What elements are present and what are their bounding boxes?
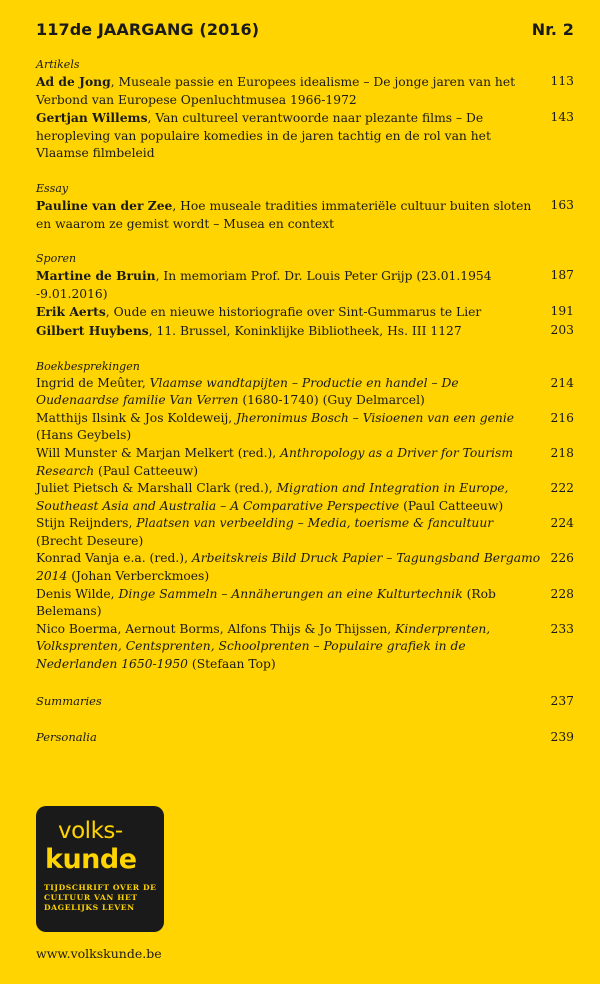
author: Erik Aerts [36,304,106,320]
page-number: 216 [550,410,574,425]
article-title: , Van cultureel verantwoorde naar plezante films – De heropleving van populaire komedies in de jaren tachtig en de rol van het Vlaamse filmbeleid [36,111,491,161]
author: Gertjan Willems [36,110,148,126]
toc-entry [36,303,574,322]
book-title: Jheronimus Bosch – Visioenen van een genie [236,410,515,425]
section-summaries [36,693,574,711]
section-title: Personalia [36,730,97,745]
page-number: 224 [550,516,574,531]
page-number: 163 [550,197,574,212]
section-sporen [36,252,574,340]
section-title: Artikels [36,58,80,71]
page-number: 222 [550,481,574,496]
page-number: 233 [550,621,574,636]
article-title: , Oude en nieuwe historiografie over Sint-Gummarus te Lier [105,305,482,320]
toc-entry [36,197,574,233]
toc-entry [36,267,574,303]
page-number: 218 [550,445,574,460]
section-title: Summaries [36,693,102,708]
article-title: , In memoriam Prof. Dr. Louis Peter Grijp (23.01.1954 -9.01.2016) [36,269,492,301]
issue-number: Nr. 2 [531,20,574,39]
book-title: Kinderprenten, Volksprenten, Centsprenten, Schoolprenten – Populaire grafiek in de Nederlanden 1650-1950 [36,621,491,672]
section-title: Boekbesprekingen [36,359,140,373]
toc-entry [36,109,574,163]
review-entry [36,480,574,515]
section-artikels [36,58,574,163]
article-title: , Museale passie en Europees idealisme – De jonge jaren van het Verbond van Europese Openluchtmusea 1966-1972 [36,75,516,107]
page-number: 143 [550,110,574,125]
section-personalia [36,729,574,747]
page-number: 237 [550,693,574,708]
review-entry [36,375,574,410]
logo-line-2: kunde [45,844,137,875]
article-title: , 11. Brussel, Koninklijke Bibliotheek, Hs. III 1127 [148,323,462,338]
review-entry [36,410,574,445]
reviewer: (Paul Catteeuw) [399,498,504,513]
review-author: Matthijs Ilsink & Jos Koldeweij, [36,410,237,425]
review-author: Konrad Vanja e.a. (red.), [36,551,192,566]
section-boekbesprekingen [36,360,574,674]
section-title: Essay [36,181,69,195]
reviewer: (Paul Catteeuw) [94,463,199,478]
review-author: Stijn Reijnders, [36,516,137,531]
review-author: Denis Wilde, [36,586,119,601]
review-author: Juliet Pietsch & Marshall Clark (red.), [36,481,277,496]
article-title: , Hoe museale tradities immateriële cultuur buiten sloten en waarom ze gemist wordt – Musea en context [36,198,532,231]
book-title: Arbeitskreis Bild Druck Papier – Tagungsband Bergamo 2014 [36,551,541,584]
review-entry [36,586,574,621]
toc-entry [36,693,574,711]
toc-entry [36,322,574,341]
volume-label: 117de JAARGANG (2016) [36,20,260,39]
website-link[interactable]: www.volkskunde.be [36,946,162,961]
review-author: Ingrid de Meûter, [36,375,150,390]
author: Pauline van der Zee [36,197,173,213]
toc-entry [36,729,574,747]
section-title: Sporen [36,252,77,266]
page-number: 239 [550,730,574,745]
book-title: Migration and Integration in Europe, Southeast Asia and Australia – A Comparative Perspective [36,481,509,513]
book-title: Vlaamse wandtapijten – Productie en handel – De Oudenaardse familie Van Verren [36,375,459,408]
reviewer: (Brecht Deseure) [36,533,144,548]
page-number: 113 [550,74,574,88]
page-number: 187 [550,268,574,283]
page-number: 203 [550,322,574,337]
journal-header [36,20,574,39]
volkskunde-logo [36,806,164,932]
reviewer: (Hans Geybels) [36,428,132,443]
reviewer: (1680-1740) (Guy Delmarcel) [238,393,425,408]
reviewer: (Johan Verberckmoes) [67,569,210,584]
page-number: 228 [550,586,574,601]
page-number: 214 [550,375,574,390]
book-title: Anthropology as a Driver for Tourism Research [36,445,513,478]
review-author: Nico Boerma, Aernout Borms, Alfons Thijs & Jo Thijssen, [36,621,396,636]
author: Gilbert Huybens [36,322,149,338]
author: Ad de Jong [36,74,111,89]
review-entry [36,621,574,674]
book-title: Plaatsen van verbeelding – Media, toerisme & fancultuur [136,516,494,531]
table-of-contents [36,58,574,766]
review-author: Will Munster & Marjan Melkert (red.), [36,445,281,460]
section-essay [36,182,574,233]
page-number: 226 [550,551,574,566]
page-number: 191 [550,304,574,319]
review-entry [36,550,574,585]
author: Martine de Bruin [36,268,156,284]
reviewer: (Stefaan Top) [187,657,276,672]
logo-line-1: volks- [58,818,123,844]
toc-entry [36,73,574,109]
review-entry [36,445,574,480]
reviewer: (Rob Belemans) [36,586,496,619]
logo-tagline: TIJDSCHRIFT OVER DE CULTUUR VAN HET DAGELIJKS LEVEN [44,883,157,912]
review-entry [36,515,574,550]
book-title: Dinge Sammeln – Annäherungen an eine Kulturtechnik [118,586,463,601]
